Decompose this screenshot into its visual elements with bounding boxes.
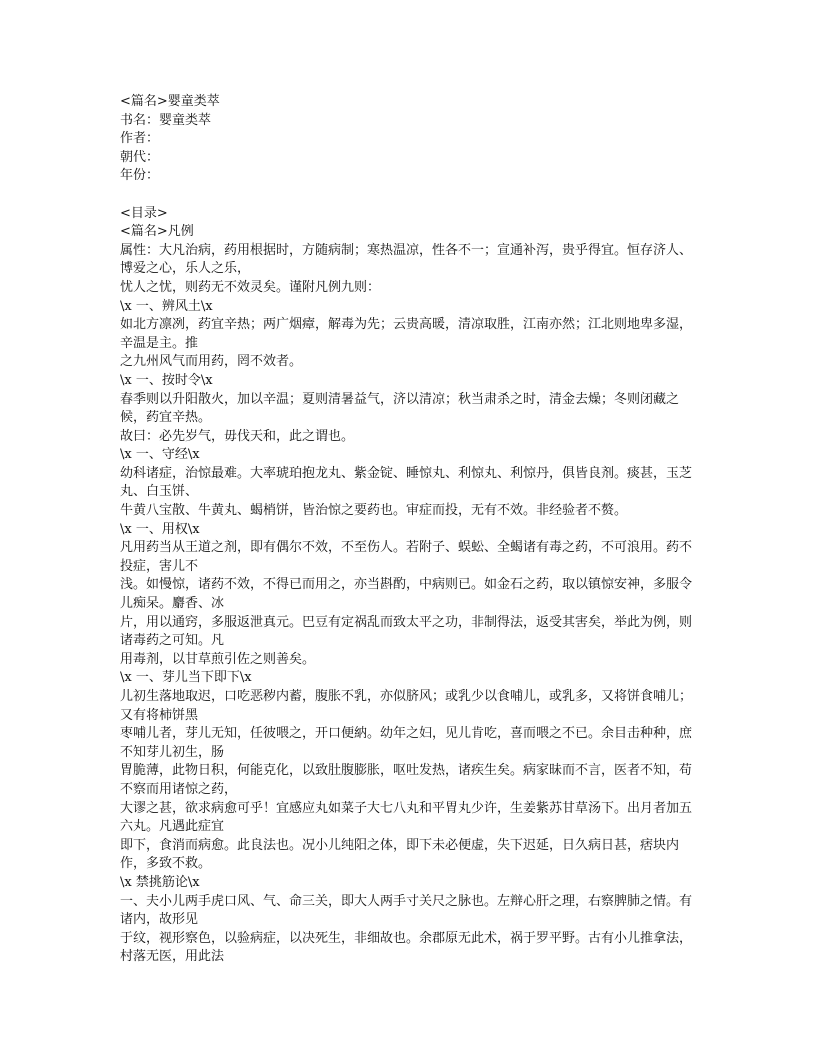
body-line: \x 一、守经\x bbox=[120, 447, 200, 463]
body-line: 春季则以升阳散火，加以辛温；夏则清暑益气，济以清凉；秋当肃杀之时，清金去燥；冬则闭藏之候，药宜辛热。 bbox=[120, 391, 680, 426]
book-name-line: 书名：婴童类萃 bbox=[120, 112, 212, 128]
body-text bbox=[120, 205, 700, 967]
body-line: 片，用以通窍，多服返泄真元。巴豆有定祸乱而致太平之功，非制得法，返受其害矣，举此为例，则诸毒药之可知。凡 bbox=[120, 614, 693, 649]
document-page bbox=[120, 93, 700, 967]
body-line: 用毒剂，以甘草煎引佐之则善矣。 bbox=[120, 651, 316, 667]
author-line: 作者： bbox=[120, 131, 160, 147]
body-line: 如北方凛冽，药宜辛热；两广烟瘴，解毒为先；云贵高暖，清凉取胜，江南亦然；江北则地卑多湿，辛温是主。推 bbox=[120, 317, 693, 351]
body-line: 忧人之忧，则药无不效灵矣。谨附凡例九则： bbox=[120, 279, 381, 295]
body-line: 故曰：必先岁气，毋伐天和，此之谓也。 bbox=[120, 428, 355, 444]
body-line: 牛黄八宝散、牛黄丸、蝎梢饼，皆治惊之要药也。审症而投，无有不效。非经验者不赘。 bbox=[120, 503, 628, 519]
year-line: 年份： bbox=[120, 168, 160, 184]
body-line: <目录> bbox=[120, 205, 168, 221]
body-line: 一、夫小儿两手虎口风、气、命三关，即大人两手寸关尺之脉也。左辩心肝之理，右察脾肺之情。有诸内，故形见 bbox=[120, 893, 693, 928]
body-line: 儿初生落地取迟，口吃恶秽内蓄，腹胀不乳，亦似脐风；或乳少以食哺儿，或乳多，又将饼食哺儿；又有将柿饼黑 bbox=[120, 689, 693, 723]
spacer bbox=[120, 186, 700, 205]
body-line: 于纹，视形察色，以验病症，以决死生，非细故也。余郡原无此术，祸于罗平野。古有小儿推拿法，村落无医，用此法 bbox=[120, 930, 693, 965]
body-line: \x 禁挑筋论\x bbox=[120, 874, 200, 890]
body-line: 胃脆薄，此物日积，何能克化，以致肚腹膨胀，呕吐发热，诸疾生矣。病家昧而不言，医者不知，苟不察而用诸惊之药， bbox=[120, 763, 693, 797]
body-line: 浅。如慢惊，诸药不效，不得已而用之，亦当斟酌，中病则已。如金石之药，取以镇惊安神，多服令儿痴呆。麝香、冰 bbox=[120, 577, 693, 612]
body-line: 之九州风气而用药，罔不效者。 bbox=[120, 354, 303, 370]
chapter-title-line: <篇名>婴童类萃 bbox=[120, 94, 220, 109]
body-line: 大谬之甚，欲求病愈可乎！宜感应丸如菜子大七八丸和平胃丸少许，生姜紫苏甘草汤下。出月者加五六丸。凡遇此症宜 bbox=[120, 800, 693, 835]
body-line: 凡用药当从王道之剂，即有偶尔不效，不至伤人。若附子、蜈蚣、全蝎诸有毒之药，不可浪用。药不投症，害儿不 bbox=[120, 540, 693, 574]
body-line: 枣哺儿者，芽儿无知，任彼喂之，开口便納。幼年之妇，见儿肯吃，喜而喂之不已。余目击种种，庶不知芽儿初生，肠 bbox=[120, 726, 693, 760]
body-line: 幼科诸症，治惊最难。大率琥珀抱龙丸、紫金锭、睡惊丸、利惊丸、利惊丹，俱皆良剂。痰甚，玉芝丸、白玉饼、 bbox=[120, 465, 693, 500]
body-line: \x 一、芽儿当下即下\x bbox=[120, 670, 252, 686]
body-line: 即下，食消而病愈。此良法也。况小儿纯阳之体，即下未必便虚，失下迟延，日久病日甚，痞块内作，多致不救。 bbox=[120, 837, 680, 872]
body-line: \x 一、用权\x bbox=[120, 521, 200, 537]
body-line: \x 一、按时令\x bbox=[120, 372, 213, 388]
body-line: 属性：大凡治病，药用根据时，方随病制；寒热温凉，性各不一；宣通补泻，贵乎得宜。恒存济人、博爱之心，乐人之乐， bbox=[120, 242, 693, 277]
body-line: <篇名>凡例 bbox=[120, 224, 194, 240]
body-line: \x 一、辨风土\x bbox=[120, 298, 213, 314]
dynasty-line: 朝代： bbox=[120, 149, 160, 165]
